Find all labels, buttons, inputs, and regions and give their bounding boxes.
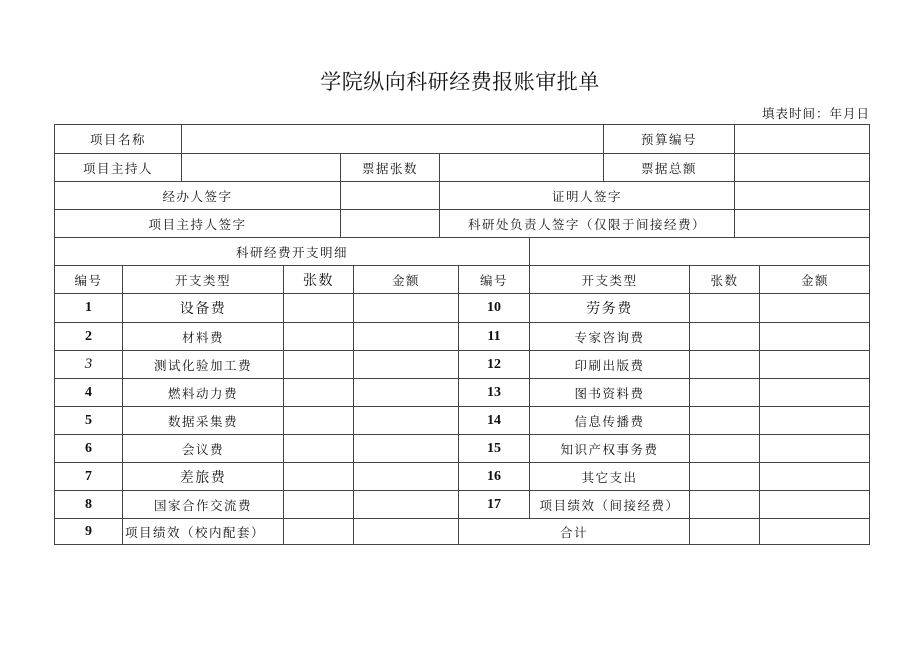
right-type-13: 图书资料费 [529,378,689,406]
left-no-3: 3 [54,350,122,378]
left-amount-4[interactable] [353,378,458,406]
left-count-9[interactable] [283,518,353,545]
handler-sign-label: 经办人签字 [54,181,340,209]
left-no-8: 8 [54,490,122,518]
right-count-15[interactable] [689,434,759,462]
invoice-total-field[interactable] [734,153,870,181]
project-name-label: 项目名称 [54,124,181,153]
left-count-6[interactable] [283,434,353,462]
left-count-8[interactable] [283,490,353,518]
left-type-1: 设备费 [122,293,283,322]
right-count-13[interactable] [689,378,759,406]
left-type-5: 数据采集费 [122,406,283,434]
total-count-field[interactable] [689,518,759,545]
right-amount-12[interactable] [759,350,870,378]
right-no-10: 10 [458,293,529,322]
col-no-right: 编号 [458,265,529,293]
right-amount-11[interactable] [759,322,870,350]
left-no-6: 6 [54,434,122,462]
right-count-12[interactable] [689,350,759,378]
right-no-12: 12 [458,350,529,378]
right-amount-17[interactable] [759,490,870,518]
detail-title-blank [529,237,870,265]
witness-sign-field[interactable] [734,181,870,209]
right-count-16[interactable] [689,462,759,490]
office-sign-label: 科研处负责人签字（仅限于间接经费） [439,209,734,237]
left-type-3: 测试化验加工费 [122,350,283,378]
left-amount-8[interactable] [353,490,458,518]
invoice-count-field[interactable] [439,153,603,181]
handler-sign-field[interactable] [340,181,439,209]
right-type-10: 劳务费 [529,293,689,322]
form-title: 学院纵向科研经费报账审批单 [320,70,600,94]
left-count-3[interactable] [283,350,353,378]
col-count-left: 张数 [283,265,353,293]
right-no-14: 14 [458,406,529,434]
left-amount-1[interactable] [353,293,458,322]
right-count-11[interactable] [689,322,759,350]
right-type-12: 印刷出版费 [529,350,689,378]
total-label: 合计 [458,518,689,545]
leader-sign-label: 项目主持人签字 [54,209,340,237]
right-type-17: 项目绩效（间接经费） [529,490,689,518]
right-no-16: 16 [458,462,529,490]
left-no-7: 7 [54,462,122,490]
right-amount-10[interactable] [759,293,870,322]
right-amount-15[interactable] [759,434,870,462]
left-amount-3[interactable] [353,350,458,378]
right-amount-13[interactable] [759,378,870,406]
leader-sign-field[interactable] [340,209,439,237]
left-type-4: 燃料动力费 [122,378,283,406]
left-no-1: 1 [54,293,122,322]
right-no-15: 15 [458,434,529,462]
left-type-6: 会议费 [122,434,283,462]
left-count-4[interactable] [283,378,353,406]
col-type-left: 开支类型 [122,265,283,293]
office-sign-field[interactable] [734,209,870,237]
left-amount-2[interactable] [353,322,458,350]
project-leader-field[interactable] [181,153,340,181]
right-type-16: 其它支出 [529,462,689,490]
invoice-count-label: 票据张数 [340,153,439,181]
left-type-8: 国家合作交流费 [122,490,283,518]
left-type-9: 项目绩效（校内配套） [122,518,283,545]
invoice-total-label: 票据总额 [603,153,734,181]
budget-no-label: 预算编号 [603,124,734,153]
left-count-5[interactable] [283,406,353,434]
project-name-field[interactable] [181,124,603,153]
budget-no-field[interactable] [734,124,870,153]
project-leader-label: 项目主持人 [54,153,181,181]
right-type-11: 专家咨询费 [529,322,689,350]
left-type-2: 材料费 [122,322,283,350]
right-type-14: 信息传播费 [529,406,689,434]
right-no-11: 11 [458,322,529,350]
witness-sign-label: 证明人签字 [439,181,734,209]
fill-date-label: 填表时间：年月日 [761,106,870,121]
left-count-2[interactable] [283,322,353,350]
left-amount-6[interactable] [353,434,458,462]
right-amount-16[interactable] [759,462,870,490]
right-no-17: 17 [458,490,529,518]
detail-title: 科研经费开支明细 [54,237,529,265]
left-type-7: 差旅费 [122,462,283,490]
col-count-right: 张数 [689,265,759,293]
left-no-5: 5 [54,406,122,434]
col-amount-left: 金额 [353,265,458,293]
right-count-10[interactable] [689,293,759,322]
right-amount-14[interactable] [759,406,870,434]
right-no-13: 13 [458,378,529,406]
right-count-17[interactable] [689,490,759,518]
left-no-4: 4 [54,378,122,406]
col-no-left: 编号 [54,265,122,293]
left-count-1[interactable] [283,293,353,322]
left-count-7[interactable] [283,462,353,490]
right-count-14[interactable] [689,406,759,434]
right-type-15: 知识产权事务费 [529,434,689,462]
total-amount-field[interactable] [759,518,870,545]
left-no-2: 2 [54,322,122,350]
left-no-9: 9 [54,518,122,545]
left-amount-7[interactable] [353,462,458,490]
left-amount-5[interactable] [353,406,458,434]
left-amount-9[interactable] [353,518,458,545]
col-amount-right: 金额 [759,265,870,293]
col-type-right: 开支类型 [529,265,689,293]
